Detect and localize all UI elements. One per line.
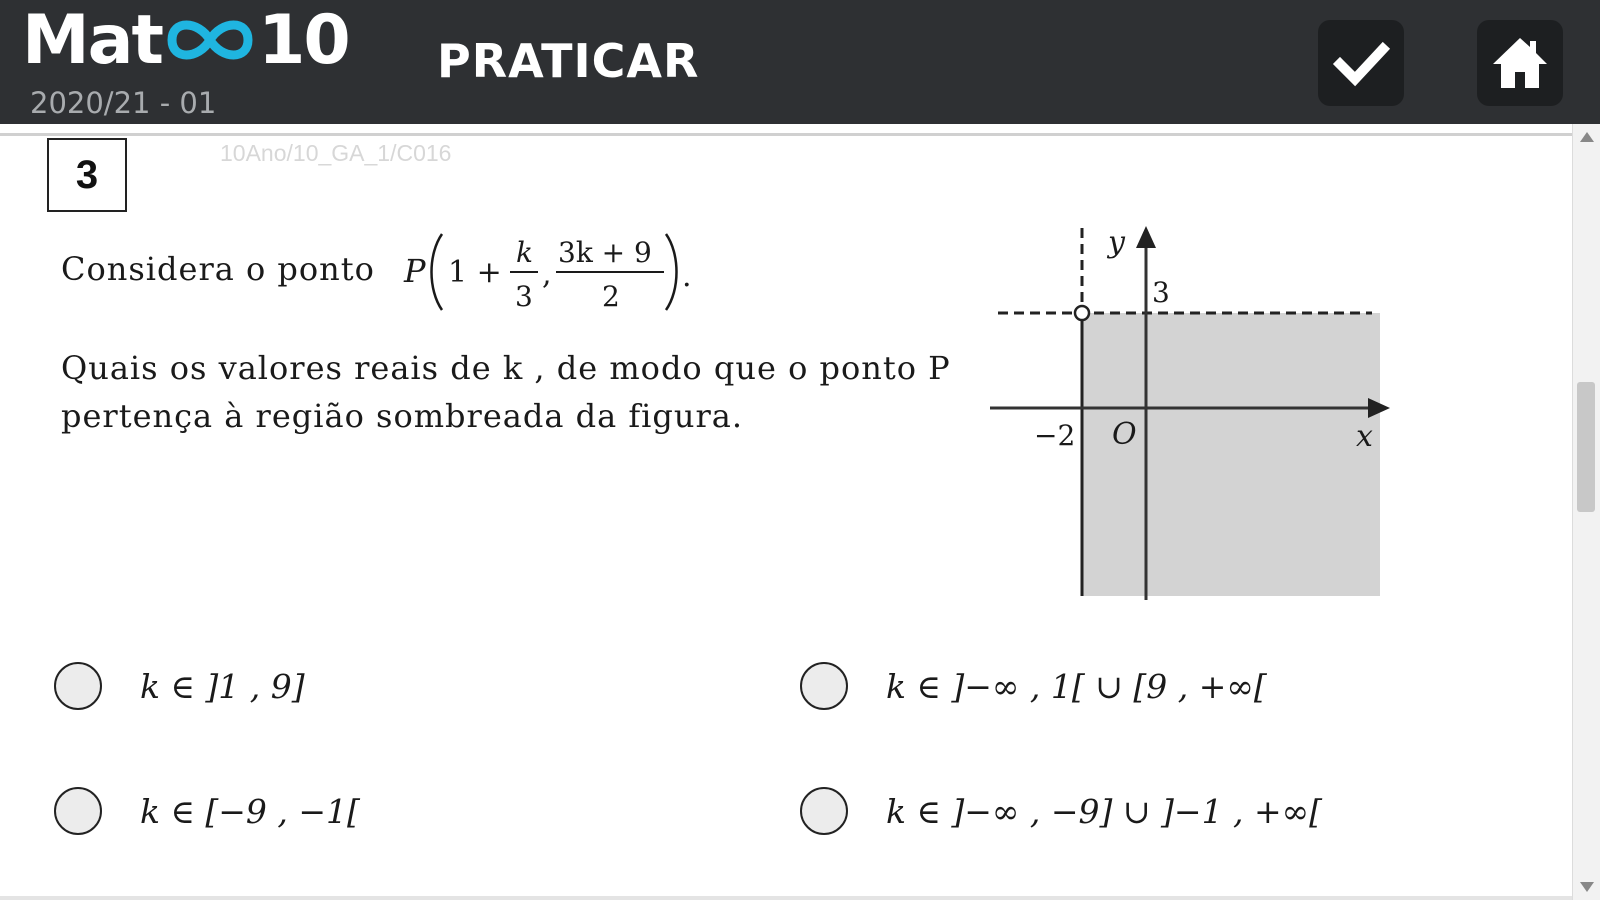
shaded-region-figure bbox=[990, 220, 1430, 610]
radio-button[interactable] bbox=[800, 662, 848, 710]
page-title: PRATICAR bbox=[437, 34, 700, 88]
question-code: 10Ano/10_GA_1/C016 bbox=[220, 140, 452, 166]
answer-option-text: k ∈ ]−∞ , −9] ∪ ]−1 , +∞[ bbox=[886, 791, 1323, 831]
vertical-scrollbar[interactable] bbox=[1572, 124, 1600, 900]
scroll-down-arrow-icon[interactable] bbox=[1580, 882, 1594, 892]
point-y-numerator: 3k + 9 bbox=[558, 236, 652, 269]
logo-text-left: Mat bbox=[22, 0, 163, 80]
answer-option-4[interactable] bbox=[800, 787, 1322, 835]
radio-button[interactable] bbox=[800, 787, 848, 835]
tick-x-label: −2 bbox=[1034, 419, 1076, 452]
check-button[interactable] bbox=[1318, 20, 1404, 106]
svg-text:,: , bbox=[542, 257, 552, 292]
point-x-whole: 1 + bbox=[448, 255, 502, 290]
point-y-denominator: 2 bbox=[602, 280, 620, 313]
question-prompt-line2: pertença à região sombreada da figura. bbox=[61, 397, 744, 435]
school-year: 2020/21 - 01 bbox=[30, 86, 217, 120]
tick-y-label: 3 bbox=[1152, 276, 1170, 309]
point-name: P bbox=[404, 252, 426, 290]
question-prompt bbox=[61, 344, 951, 440]
bottom-divider bbox=[0, 896, 1572, 900]
radio-button[interactable] bbox=[54, 662, 102, 710]
point-formula bbox=[402, 220, 722, 320]
question-panel bbox=[0, 124, 1572, 900]
question-prompt-line1: Quais os valores reais de k , de modo que o ponto P bbox=[61, 349, 951, 387]
svg-text:.: . bbox=[682, 259, 692, 294]
answer-option-text: k ∈ [−9 , −1[ bbox=[140, 791, 360, 831]
scrollbar-thumb[interactable] bbox=[1577, 382, 1595, 512]
shaded-region bbox=[1082, 313, 1380, 596]
y-axis-arrow bbox=[1136, 226, 1156, 248]
question-number: 3 bbox=[47, 138, 127, 212]
answer-option-text: k ∈ ]−∞ , 1[ ∪ [9 , +∞[ bbox=[886, 666, 1267, 706]
answer-option-text: k ∈ ]1 , 9] bbox=[140, 666, 305, 706]
answer-option-2[interactable] bbox=[800, 662, 1267, 710]
radio-button[interactable] bbox=[54, 787, 102, 835]
check-icon bbox=[1330, 32, 1392, 94]
answer-option-3[interactable] bbox=[54, 787, 360, 835]
open-point bbox=[1075, 306, 1089, 320]
question-intro: Considera o ponto bbox=[61, 250, 375, 288]
point-x-numerator: k bbox=[516, 236, 533, 269]
scroll-up-arrow-icon[interactable] bbox=[1580, 132, 1594, 142]
y-axis-label: y bbox=[1108, 225, 1125, 260]
point-x-denominator: 3 bbox=[515, 280, 533, 313]
top-divider bbox=[0, 133, 1572, 136]
infinity-logo-icon bbox=[164, 5, 256, 75]
app-header bbox=[0, 0, 1600, 124]
answer-option-1[interactable] bbox=[54, 662, 305, 710]
x-axis-label: x bbox=[1356, 419, 1373, 454]
home-button[interactable] bbox=[1477, 20, 1563, 106]
app-logo bbox=[22, 2, 349, 78]
logo-text-right: 10 bbox=[258, 0, 349, 80]
origin-label: O bbox=[1112, 417, 1137, 452]
home-icon bbox=[1489, 32, 1551, 94]
